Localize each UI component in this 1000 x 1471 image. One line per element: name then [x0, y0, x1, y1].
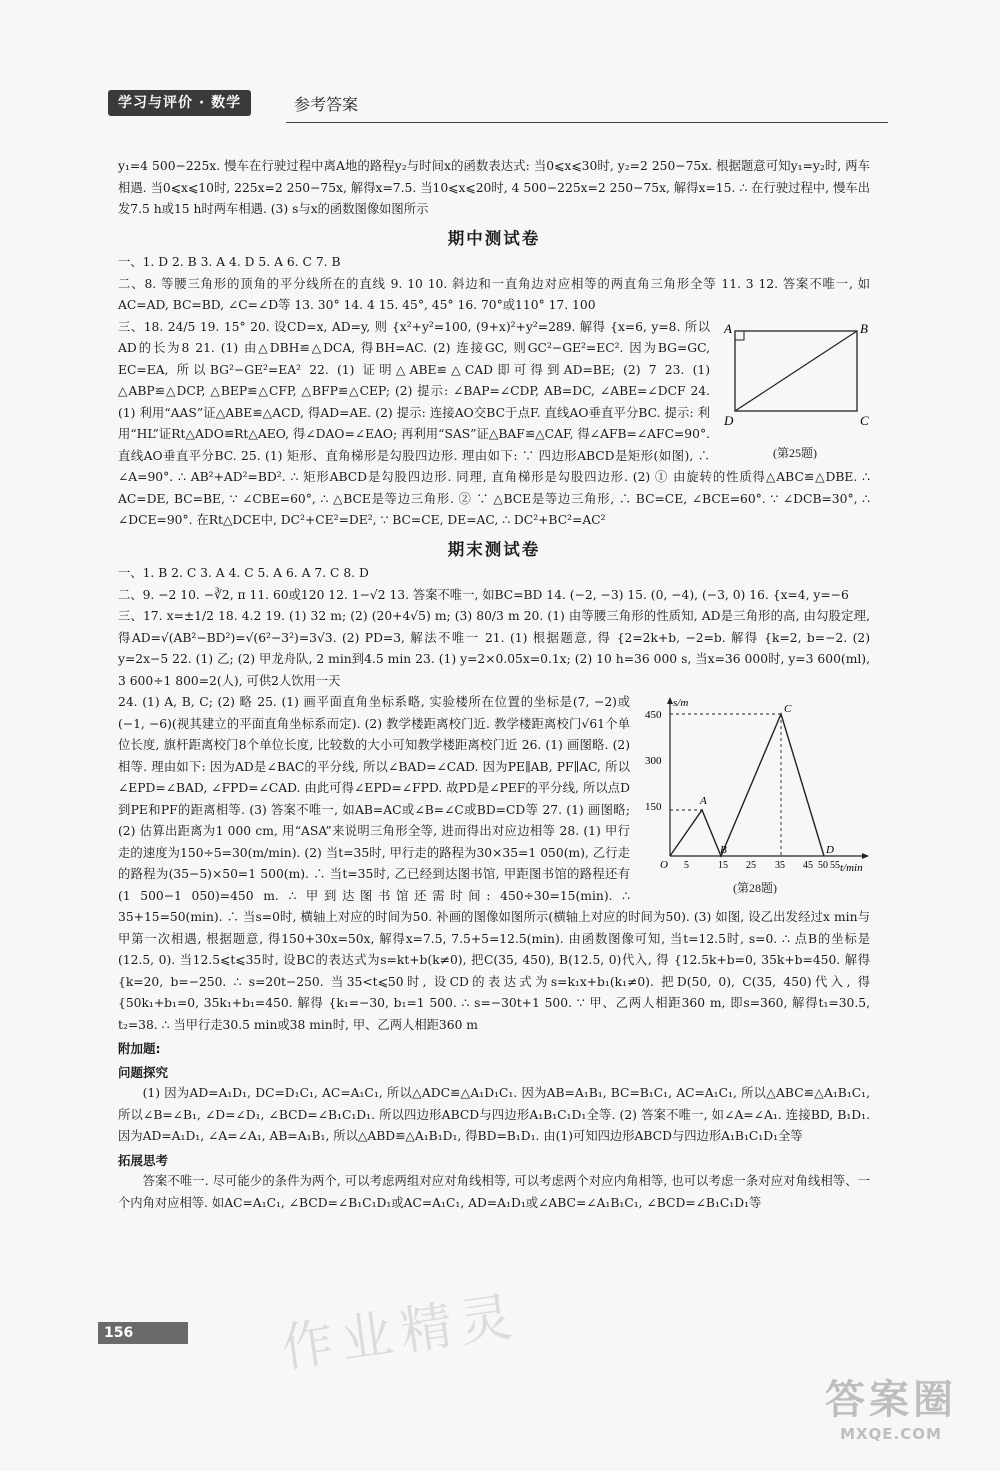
- book-title-badge: 学习与评价 · 数学: [108, 90, 251, 116]
- final-part2: 二、9. −2 10. −∛2, π 11. 60或120 12. 1−√2 13. 答案不唯一, 如BC=BD 14. (−2, −3) 15. (0, −4), (−3, 0) 16. {x=4, y=−6: [118, 587, 849, 602]
- watermark-text: 作业精灵: [277, 1286, 524, 1380]
- figure-28: [640, 696, 870, 900]
- extra-text1: (1) 因为AD=A₁D₁, DC=D₁C₁, AC=A₁C₁, 所以△ADC≌△A₁D₁C₁. 因为AB=A₁B₁, BC=B₁C₁, AC=A₁C₁, 所以△ABC≌△A₁B₁C₁, 所以∠B=∠B₁, ∠D=∠D₁, ∠BCD=∠B₁C₁D₁. 所以四边形ABCD与四边形A₁B₁C₁D₁全等. (2) 答案不唯一, 如∠A=∠A₁. 连接BD, B₁D₁. 因为AD=A₁D₁, ∠A=∠A₁, AB=A₁B₁, 所以△ABD≌△A₁B₁D₁, 得BD=B₁D₁. 由(1)可知四边形ABCD与四边形A₁B₁C₁D₁全等: [118, 1086, 870, 1143]
- fig25-label-c: C: [860, 412, 869, 428]
- fig25-label-b: B: [860, 320, 868, 336]
- final-part1: 一、1. B 2. C 3. A 4. C 5. A 6. A 7. C 8. D: [118, 566, 369, 580]
- point-d-label: D: [826, 844, 834, 856]
- y-axis-label: s/m: [673, 697, 689, 709]
- midterm-part3: 三、18. 24/5 19. 15° 20. 设CD=x, AD=y, 则 {x²+y²=100, (9+x)²+y²=289. 解得 {x=6, y=8. 所以AD的长为8 21. (1) 由△DBH≌△DCA, 得BH=AC. (2) 连接GC, 则GC²−GE²=EC². 因为BG=GC, EC=EA, 所以BG²−GE²=EA² 22. (1) 证明△ABE≌△CAD即可得到AD=BE; (2) 7 23. (1) △ABP≌△DCP, △BEP≌△CFP, △BFP≌△CEP; (2) 提示: ∠BAP=∠CDP, AB=DC, ∠ABE=∠DCF 24. (1) 利用“AAS”证△ABE≌△ACD, 得AD=AE. (2) 提示: 连接AO交BC于点F. 直线AO垂直平分BC. 提示: 利用“HL”证Rt△ADO≌Rt△AEO, 得∠DAO=∠EAO; 再利用“SAS”证△BAF≌△CAF, 得∠AFB=∠AFC=90°. 直线AO垂直平分BC. 25. (1) 矩形、直角梯形是勾股四边形. 理由如下: ∵ 四边形ABCD是矩形(如图), ∴ ∠A=90°. ∴ AB²+AD²=BD². ∴ 矩形ABCD是勾股四边形. 同理, 直角梯形是勾股四边形. (2) ① 由旋转的性质得△ABC≌△DBE. ∴ AC=DE, BC=BE, ∵ ∠CBE=60°, ∴ △BCE是等边三角形. ② ∵ △BCE是等边三角形, ∴ BC=CE, ∠BCE=60°. ∵ ∠DCB=30°, ∴ ∠DCE=90°. 在Rt△DCE中, DC²+CE²=DE², ∵ BC=CE, DE=AC, ∴ DC²+BC²=AC²: [118, 319, 870, 527]
- answer-content: [118, 156, 870, 1214]
- intro-paragraph: y₁=4 500−225x. 慢车在行驶过程中离A地的路程y₂与时间x的函数表达式: 当0⩽x⩽30时, y₂=2 250−75x. 根据题意可知y₁=y₂时, 两车相遇. 当0⩽x⩽10时, 225x=2 250−75x, 解得x=7.5. 当10⩽x⩽20时, 4 500−225x=2 250−75x, 解得x=15. ∴ 在行驶过程中, 慢车出发7.5 h或15 h时两车相遇. (3) s与x的函数图像如图所示: [118, 159, 870, 216]
- corner-logo-name: 答案圈: [825, 1377, 957, 1423]
- final-part4: 24. (1) A, B, C; (2) 略 25. (1) 画平面直角坐标系略, 实验楼所在位置的坐标是(7, −2)或(−1, −6)(视其建立的平面直角坐标系而定). (2) 教学楼距离校门近. 教学楼距离校门√61个单位长度, 旗杆距离校门8个单位长度, 比较数的大小可知教学楼距离校门近 26. (1) 画图略. (2) 相等. 理由如下: 因为AD是∠BAC的平分线, 所以∠BAD=∠CAD. 因为PE∥AB, PF∥AC, 所以∠EPD=∠BAD, ∠FPD=∠CAD. 由此可得∠EPD=∠FPD. 故PD是∠PEF的平分线, 所以点D到PE和PF的距离相等. (3) 答案不唯一, 如AB=AC或∠B=∠C或BD=CD等 27. (1) 画图略; (2) 估算出距离为1 000 cm, 用“ASA”来说明三角形全等, 进而得出对应边相等 28. (1) 甲行走的速度为150÷5=30(m/min). (2) 当t=35时, 甲行走的路程为30×35=1 050(m), 乙行走的路程为(35−5)×50=1 500(m). ∴ 当t=35时, 乙已经到达图书馆, 甲距图书馆的路程还有(1 500−1 050)=450 m. ∴ 甲到达图书馆还需时间: 450÷30=15(min). ∴ 35+15=50(min). ∴ 当s=0时, 横轴上对应的时间为50. 补画的图像如图所示(横轴上对应的时间为50). (3) 如图, 设乙出发经过x min与甲第一次相遇, 根据题意, 得150+30x=50x, 解得x=7.5, 7.5+5=12.5(min). 由函数图像可知, 当t=12.5时, s=0. ∴ 点B的坐标是(12.5, 0). 当12.5⩽t⩽35时, 设BC的表达式为s=kt+b(k≠0), 把C(35, 450), B(12.5, 0)代入, 得 {12.5k+b=0, 35k+b=450. 解得 {k=20, b=−250. ∴ s=20t−250. 当35<t⩽50时, 设CD的表达式为s=k₁x+b₁(k₁≠0). 把D(50, 0), C(35, 450)代入, 得 {50k₁+b₁=0, 35k₁+b₁=450. 解得 {k₁=−30, b₁=1 500. ∴ s=−30t+1 500. ∵ 甲、乙两人相距360 m, 即s=360, 解得t₁=30.5, t₂=38. ∴ 当甲行走30.5 min或38 min时, 甲、乙两人相距360 m: [118, 695, 870, 1032]
- y-tick-150: 150: [645, 801, 662, 813]
- x-tick-5: 5: [684, 860, 689, 871]
- midterm-part1: 一、1. D 2. B 3. A 4. D 5. A 6. C 7. B: [118, 255, 341, 269]
- section-subtitle: 参考答案: [294, 95, 359, 114]
- x-tick-45: 45: [803, 860, 813, 871]
- y-tick-450: 450: [645, 709, 662, 721]
- x-tick-55: 55: [830, 860, 840, 871]
- fig25-label-a: A: [724, 320, 732, 336]
- extra-sub2: 拓展思考: [118, 1152, 169, 1168]
- distance-time-graph: [640, 696, 870, 876]
- origin-label: O: [660, 859, 668, 871]
- fig25-label-d: D: [724, 412, 734, 428]
- extra-heading: 附加题:: [118, 1041, 161, 1056]
- rectangle-diagram: [720, 321, 870, 441]
- point-c-label: C: [784, 703, 792, 715]
- midterm-part2: 二、8. 等腰三角形的顶角的平分线所在的直线 9. 10 10. 斜边和一直角边对应相等的两直角三角形全等 11. 3 12. 答案不唯一, 如AC=AD, BC=BD, ∠C=∠D等 13. 30° 14. 4 15. 45°, 45° 16. 70°或110° 17. 100: [118, 276, 870, 312]
- figure-25-caption: (第25题): [773, 445, 817, 460]
- x-tick-50: 50: [818, 860, 828, 871]
- point-a-label: A: [700, 795, 707, 807]
- point-b-label: B: [720, 844, 727, 856]
- page-header: [108, 88, 888, 128]
- final-part3: 三、17. x=±1/2 18. 4.2 19. (1) 32 m; (2) (20+4√5) m; (3) 80/3 m 20. (1) 由等腰三角形的性质知, AD是三角形的高, 由勾股定理, 得AD=√(AB²−BD²)=√(6²−3²)=3√3. (2) PD=3, 解法不唯一 21. (1) 根据题意, 得 {2=2k+b, −2=b. 解得 {k=2, b=−2. (2) y=2x−5 22. (1) 乙; (2) 甲龙舟队, 2 min到4.5 min 23. (1) y=2×0.05x=0.1x; (2) 10 h=36 000 s, 当x=36 000时, y=3 600(ml), 3 600÷1 800=2(人), 可供2人饮用一天: [118, 609, 870, 688]
- corner-logo: [816, 1368, 966, 1443]
- figure-25: [720, 321, 870, 465]
- figure-28-caption: (第28题): [733, 881, 777, 895]
- extra-sub1: 问题探究: [118, 1064, 169, 1080]
- extra-text2: 答案不唯一. 尽可能少的条件为两个, 可以考虑两组对应对角线相等, 可以考虑两个对应内角相等, 也可以考虑一条对应对角线相等、一个内角对应相等. 如AC=A₁C₁, ∠BCD=∠B₁C₁D₁或AC=A₁C₁, AD=A₁D₁或∠ABC=∠A₁B₁C₁, ∠BCD=∠B₁C₁D₁等: [118, 1174, 870, 1210]
- midterm-title: 期中测试卷: [447, 228, 541, 248]
- y-tick-300: 300: [645, 755, 662, 767]
- header-rule: [286, 122, 888, 123]
- x-tick-25: 25: [746, 860, 756, 871]
- x-tick-15: 15: [718, 860, 728, 871]
- x-tick-35: 35: [775, 860, 785, 871]
- x-axis-label: t/min: [840, 862, 863, 874]
- corner-logo-url: MXQE.COM: [840, 1425, 942, 1443]
- page-number: 156: [98, 1322, 188, 1344]
- final-title: 期末测试卷: [447, 539, 541, 559]
